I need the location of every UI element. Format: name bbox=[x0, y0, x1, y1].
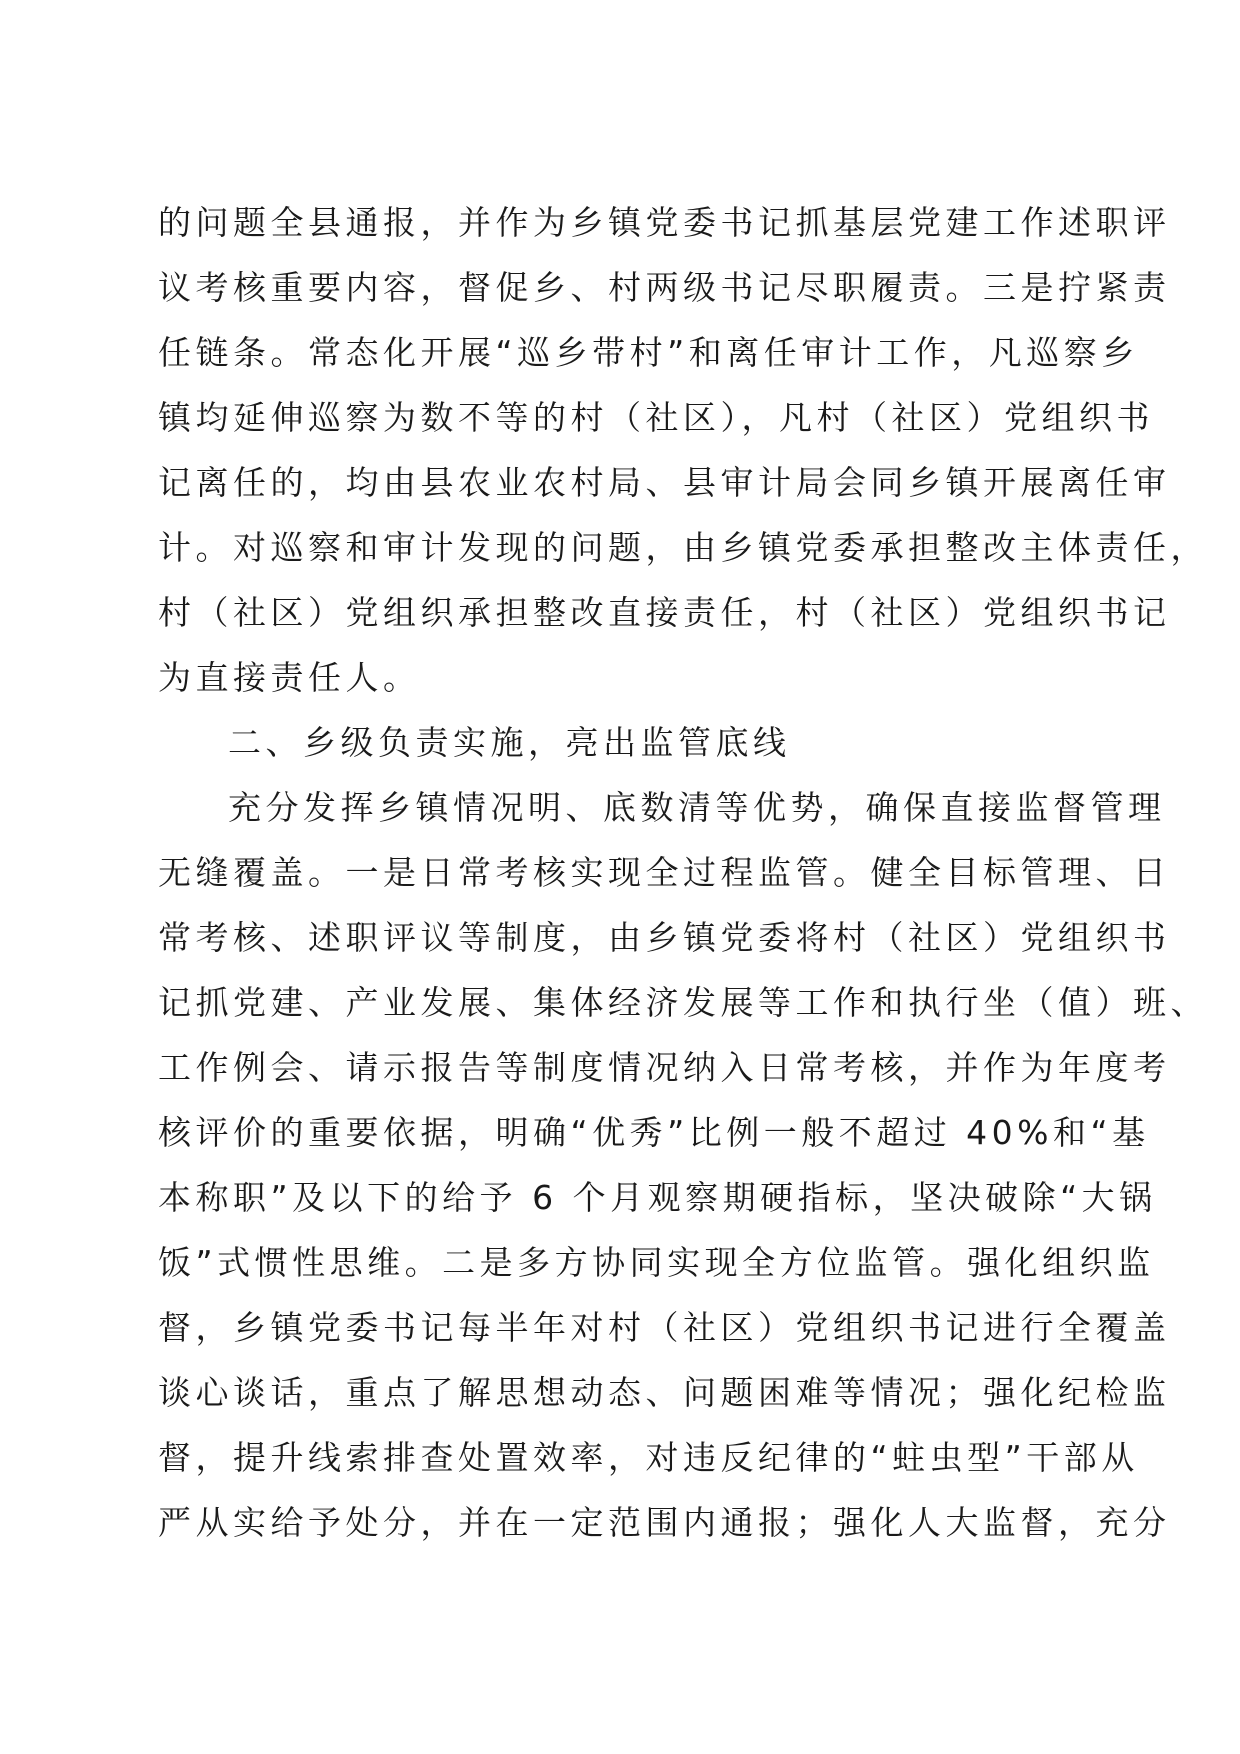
text-line: 常考核、述职评议等制度，由乡镇党委将村（社区）党组织书 bbox=[158, 918, 1171, 957]
text-line: 为直接责任人。 bbox=[158, 658, 421, 697]
text-line: 镇均延伸巡察为数不等的村（社区），凡村（社区）党组织书 bbox=[158, 398, 1154, 437]
text-line: 的问题全县通报，并作为乡镇党委书记抓基层党建工作述职评 bbox=[158, 203, 1171, 242]
text-line: 督，提升线索排查处置效率，对违反纪律的“蛀虫型”干部从 bbox=[158, 1438, 1139, 1477]
text-line: 严从实给予处分，并在一定范围内通报；强化人大监督，充分 bbox=[158, 1503, 1171, 1542]
text-line: 村（社区）党组织承担整改直接责任，村（社区）党组织书记 bbox=[158, 593, 1171, 632]
text-line: 督，乡镇党委书记每半年对村（社区）党组织书记进行全覆盖 bbox=[158, 1308, 1171, 1347]
text-line: 饭”式惯性思维。二是多方协同实现全方位监管。强化组织监 bbox=[158, 1243, 1155, 1282]
text-line: 计。对巡察和审计发现的问题，由乡镇党委承担整改主体责任， bbox=[158, 528, 1208, 567]
text-line: 议考核重要内容，督促乡、村两级书记尽职履责。三是拧紧责 bbox=[158, 268, 1171, 307]
body-text bbox=[158, 190, 1208, 1555]
text-line: 记抓党建、产业发展、集体经济发展等工作和执行坐（值）班、 bbox=[158, 983, 1208, 1022]
section-heading: 二、乡级负责实施，亮出监管底线 bbox=[228, 723, 791, 762]
text-line: 核评价的重要依据，明确“优秀”比例一般不超过 40%和“基 bbox=[158, 1113, 1150, 1152]
text-line: 本称职”及以下的给予 6 个月观察期硬指标，坚决破除“大锅 bbox=[158, 1178, 1157, 1217]
paragraph-first-line: 充分发挥乡镇情况明、底数清等优势，确保直接监督管理 bbox=[228, 788, 1166, 827]
text-line: 任链条。常态化开展“巡乡带村”和离任审计工作，凡巡察乡 bbox=[158, 333, 1139, 372]
text-line: 工作例会、请示报告等制度情况纳入日常考核，并作为年度考 bbox=[158, 1048, 1171, 1087]
text-line: 谈心谈话，重点了解思想动态、问题困难等情况；强化纪检监 bbox=[158, 1373, 1171, 1412]
text-line: 无缝覆盖。一是日常考核实现全过程监管。健全目标管理、日 bbox=[158, 853, 1171, 892]
text-line: 记离任的，均由县农业农村局、县审计局会同乡镇开展离任审 bbox=[158, 463, 1171, 502]
